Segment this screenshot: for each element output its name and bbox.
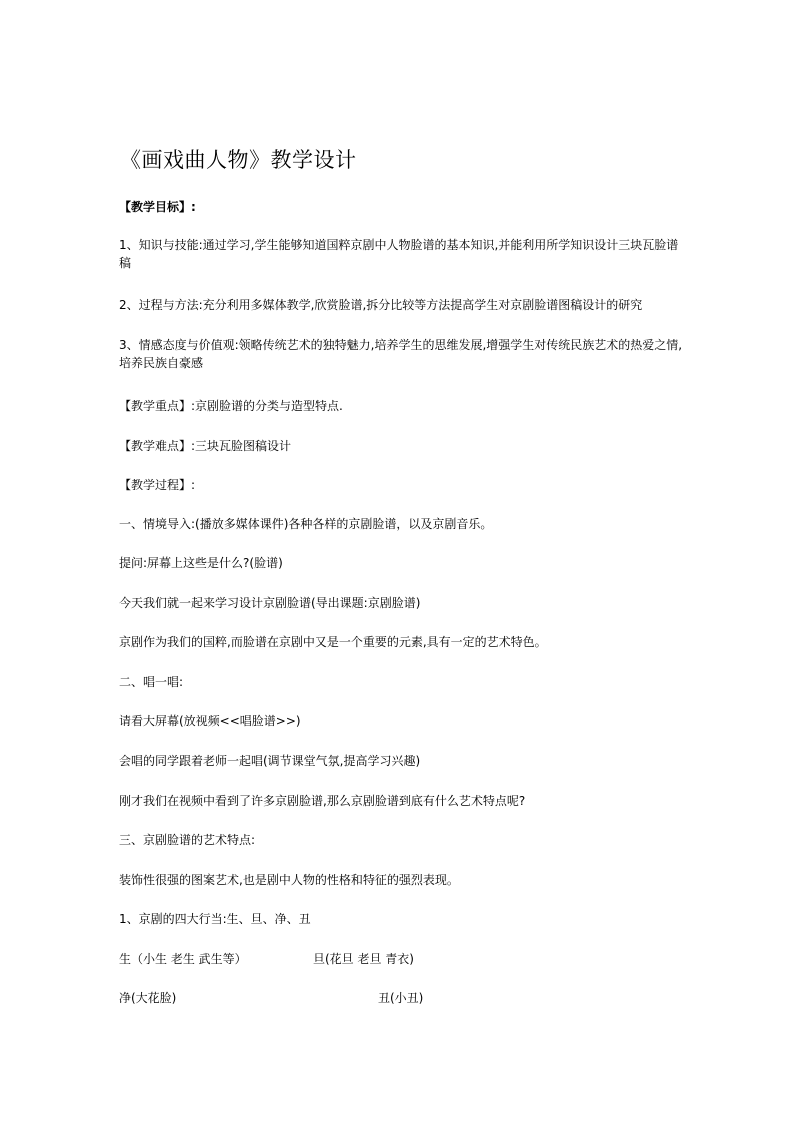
process-heading: 【教学过程】:	[119, 478, 196, 492]
decorative-line: 装饰性很强的图案艺术,也是剧中人物的性格和特征的强烈表现。	[119, 873, 459, 887]
objective-1: 1、知识与技能:通过学习,学生能够知道国粹京剧中人物脸谱的基本知识,并能利用所学知识设计三块瓦脸谱稿	[119, 238, 679, 270]
role-sheng: 生（小生 老生 武生等）	[119, 952, 247, 966]
document-title: 《画戏曲人物》教学设计	[120, 148, 357, 172]
role-dan: 旦(花旦 老旦 青衣)	[313, 952, 414, 966]
role-chou: 丑(小丑)	[378, 991, 424, 1005]
objective-3: 3、情感态度与价值观:领略传统艺术的独特魅力,培养学生的思维发展,增强学生对传统民族艺术的热爱之情,培养民族自豪感	[119, 338, 683, 370]
watch-line: 请看大屏幕(放视频<<唱脸谱>>)	[119, 714, 301, 728]
section-2-heading: 二、唱一唱:	[119, 675, 184, 689]
key-point: 【教学重点】:京剧脸谱的分类与造型特点.	[119, 399, 343, 413]
objective-2: 2、过程与方法:充分利用多媒体教学,欣赏脸谱,拆分比较等方法提高学生对京剧脸谱图稿设计的研究	[119, 298, 643, 312]
question-line: 提问:屏幕上这些是什么?(脸谱)	[119, 556, 283, 570]
sing-line: 会唱的同学跟着老师一起唱(调节课堂气氛,提高学习兴趣)	[119, 754, 421, 768]
just-now-line: 刚才我们在视频中看到了许多京剧脸谱,那么京剧脸谱到底有什么艺术特点呢?	[119, 794, 526, 808]
role-jing: 净(大花脸)	[119, 991, 177, 1005]
today-line: 今天我们就一起来学习设计京剧脸谱(导出课题:京剧脸谱)	[119, 596, 421, 610]
section-1-intro: 一、情境导入:(播放多媒体课件)各种各样的京剧脸谱，以及京剧音乐。	[119, 517, 493, 531]
intro-line: 京剧作为我们的国粹,而脸谱在京剧中又是一个重要的元素,具有一定的艺术特色。	[119, 635, 547, 649]
roles-heading: 1、京剧的四大行当:生、旦、净、丑	[119, 912, 311, 926]
section-3-heading: 三、京剧脸谱的艺术特点:	[119, 833, 256, 847]
objectives-heading: 【教学目标】:	[119, 200, 196, 214]
difficult-point: 【教学难点】:三块瓦脸图稿设计	[119, 439, 292, 453]
